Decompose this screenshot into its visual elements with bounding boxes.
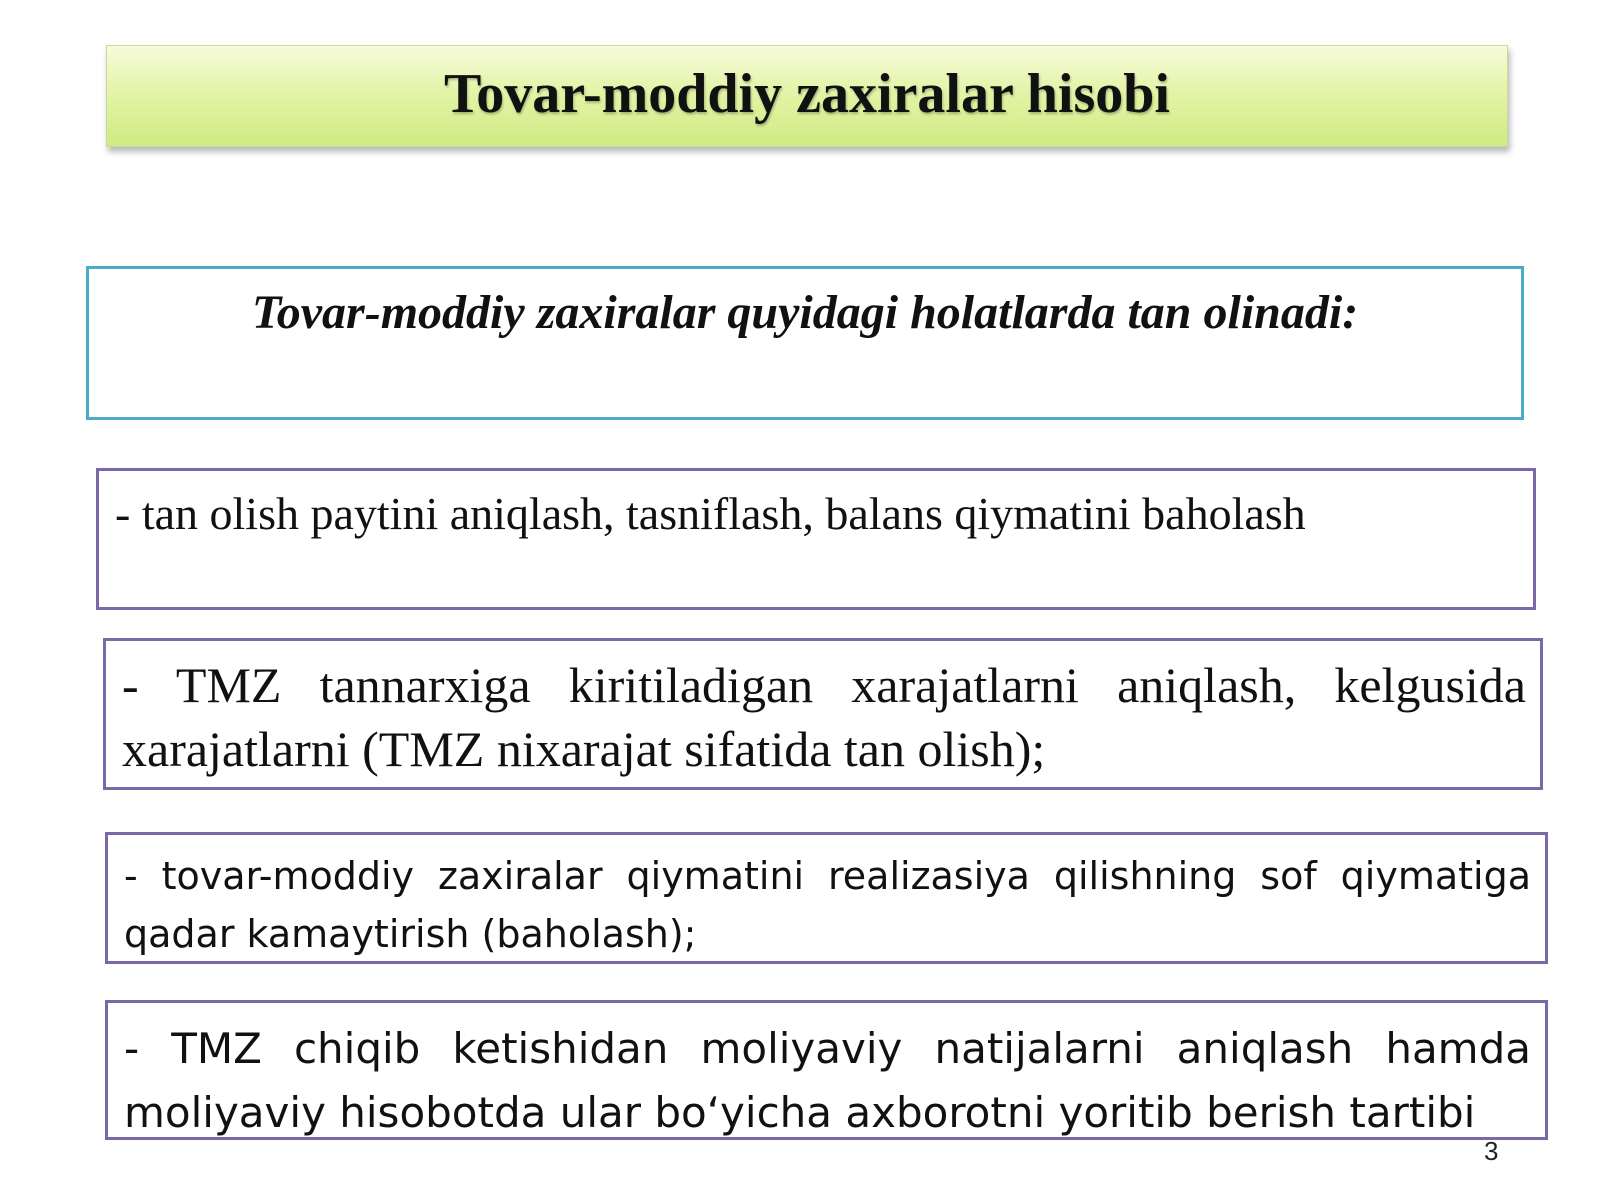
subtitle-box	[86, 266, 1524, 420]
page-number: 3	[1484, 1136, 1499, 1166]
item-box-4	[105, 1000, 1548, 1140]
slide-title: Tovar-moddiy zaxiralar hisobi	[443, 63, 1170, 125]
item-text-1: - tan olish paytini aniqlash, tasniflash, balans qiymatini baholash	[115, 488, 1306, 539]
item-box-1	[96, 468, 1536, 610]
item-text-4: - TMZ chiqib ketishidan moliyaviy natijalarni aniqlash hamda moliyaviy hisobotda ular bo‘yicha axborotni yoritib berish tartibi	[124, 1024, 1531, 1137]
item-text-2: - TMZ tannarxiga kiritiladigan xarajatlarni aniqlash, kelgusida xarajatlarni (TMZ nixarajat sifatida tan olish);	[122, 657, 1526, 777]
item-text-3: - tovar-moddiy zaxiralar qiymatini realizasiya qilishning sof qiymatiga qadar kamaytirish (baholash);	[124, 854, 1531, 956]
slide-subtitle: Tovar-moddiy zaxiralar quyidagi holatlarda tan olinadi:	[251, 286, 1359, 339]
item-box-3	[105, 832, 1548, 964]
title-banner	[106, 45, 1508, 147]
item-box-2	[103, 638, 1543, 790]
